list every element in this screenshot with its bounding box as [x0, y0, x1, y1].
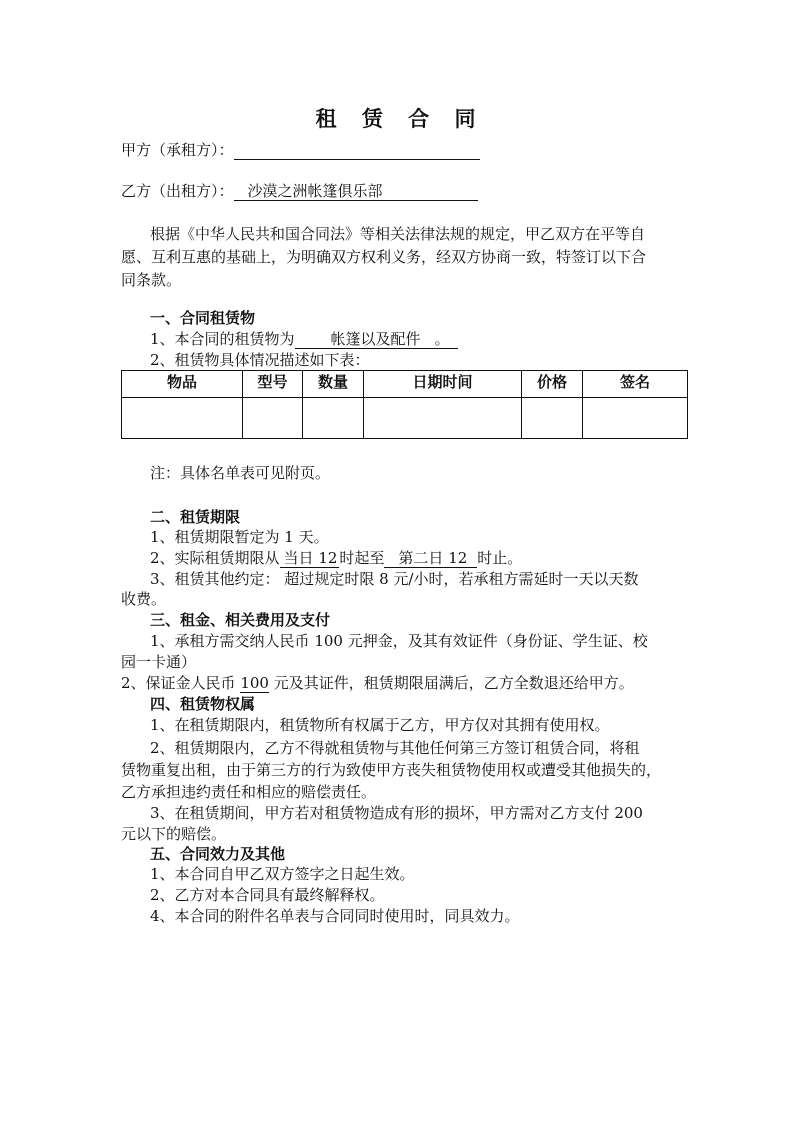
party-a-label: 甲方（承租方）：: [121, 141, 234, 159]
section-2-item-3-line-2: 收费。: [121, 590, 167, 608]
table-cell: [303, 398, 364, 439]
rental-item-value: 帐篷以及配件: [330, 330, 421, 348]
section-5-item-4: 4、本合同的附件名单表与合同同时使用时，同具效力。: [150, 907, 520, 925]
rental-start-time: 当日 12: [280, 550, 340, 568]
party-a-line: [121, 140, 480, 160]
preamble-line-3: 同条款。: [121, 271, 182, 289]
rental-end-time: 第二日 12: [384, 550, 477, 568]
column-header-model: 型号: [243, 371, 303, 398]
rental-item-period: 。: [434, 330, 450, 348]
party-b-line: [121, 181, 478, 201]
section-2-item-2-prefix: 2、实际租赁期限从: [150, 549, 280, 567]
table-cell: [122, 398, 243, 439]
column-header-signature: 签名: [583, 371, 688, 398]
section-3-item-1-line-2: 园一卡通）: [121, 653, 197, 671]
section-4-item-2-line-2: 赁物重复出租，由于第三方的行为致使甲方丧失租赁物使用权或遭受其他损失的，: [121, 761, 662, 779]
section-4-item-1: 1、在租赁期限内，租赁物所有权属于乙方，甲方仅对其拥有使用权。: [150, 716, 610, 734]
section-3-item-1-line-1: 1、承租方需交纳人民币 100 元押金，及其有效证件（身份证、学生证、校: [150, 632, 648, 650]
table-row: [122, 398, 688, 439]
rental-item-field: [295, 331, 458, 349]
section-2-item-2: [150, 548, 522, 568]
party-b-field: [234, 183, 478, 201]
deposit-amount: 100: [240, 674, 269, 692]
section-4-item-2-line-3: 乙方承担违约责任和相应的赔偿责任。: [121, 783, 377, 801]
column-header-quantity: 数量: [303, 371, 364, 398]
section-5-item-1: 1、本合同自甲乙双方签字之日起生效。: [150, 865, 415, 883]
section-1-item-1: [150, 329, 458, 349]
table-cell: [522, 398, 583, 439]
column-header-item: 物品: [122, 371, 243, 398]
section-2-item-2-mid: 时起至: [339, 549, 385, 567]
preamble-line-2: 愿、互利互惠的基础上，为明确双方权利义务，经双方协商一致，特签订以下合: [121, 248, 647, 266]
section-3-item-2-prefix: 2、保证金人民币: [121, 674, 241, 692]
section-4-item-3-line-2: 元以下的赔偿。: [121, 825, 227, 843]
section-1-item-1-prefix: 1、本合同的租赁物为: [150, 330, 295, 348]
table-cell: [364, 398, 522, 439]
party-b-name: 沙漠之洲帐篷俱乐部: [247, 182, 383, 200]
section-2-item-2-suffix: 时止。: [477, 549, 523, 567]
rental-items-table: [121, 370, 688, 439]
section-3-item-2-suffix: 元及其证件，租赁期限届满后，乙方全数退还给甲方。: [268, 674, 634, 692]
preamble-line-1: 根据《中华人民共和国合同法》等相关法律法规的规定，甲乙双方在平等自: [150, 225, 646, 243]
table-cell: [583, 398, 688, 439]
document-title: 租 赁 合 同: [315, 106, 485, 131]
section-2-item-3-line-1: 3、租赁其他约定： 超过规定时限 8 元/小时，若承租方需延时一天以天数: [150, 570, 639, 588]
table-header-row: [122, 371, 688, 398]
column-header-datetime: 日期时间: [364, 371, 522, 398]
party-b-label: 乙方（出租方）：: [121, 182, 234, 200]
section-5-heading: 五、合同效力及其他: [150, 845, 286, 863]
section-1-note: 注：具体名单表可见附页。: [150, 464, 331, 482]
section-1-heading: 一、合同租赁物: [150, 309, 256, 327]
section-4-item-3-line-1: 3、在租赁期间，甲方若对租赁物造成有形的损坏，甲方需对乙方支付 200: [150, 804, 643, 822]
section-5-item-2: 2、乙方对本合同具有最终解释权。: [150, 886, 385, 904]
section-4-item-2-line-1: 2、租赁期限内，乙方不得就租赁物与其他任何第三方签订租赁合同，将租: [150, 739, 640, 757]
section-2-item-1: 1、租赁期限暂定为 1 天。: [150, 528, 329, 546]
section-4-heading: 四、租赁物权属: [150, 695, 256, 713]
section-3-item-2: [121, 673, 634, 693]
section-3-heading: 三、租金、相关费用及支付: [150, 611, 331, 629]
section-2-heading: 二、租赁期限: [150, 508, 241, 526]
table-cell: [243, 398, 303, 439]
section-1-item-2: 2、租赁物具体情况描述如下表：: [150, 351, 370, 369]
column-header-price: 价格: [522, 371, 583, 398]
party-a-blank: [234, 159, 480, 160]
